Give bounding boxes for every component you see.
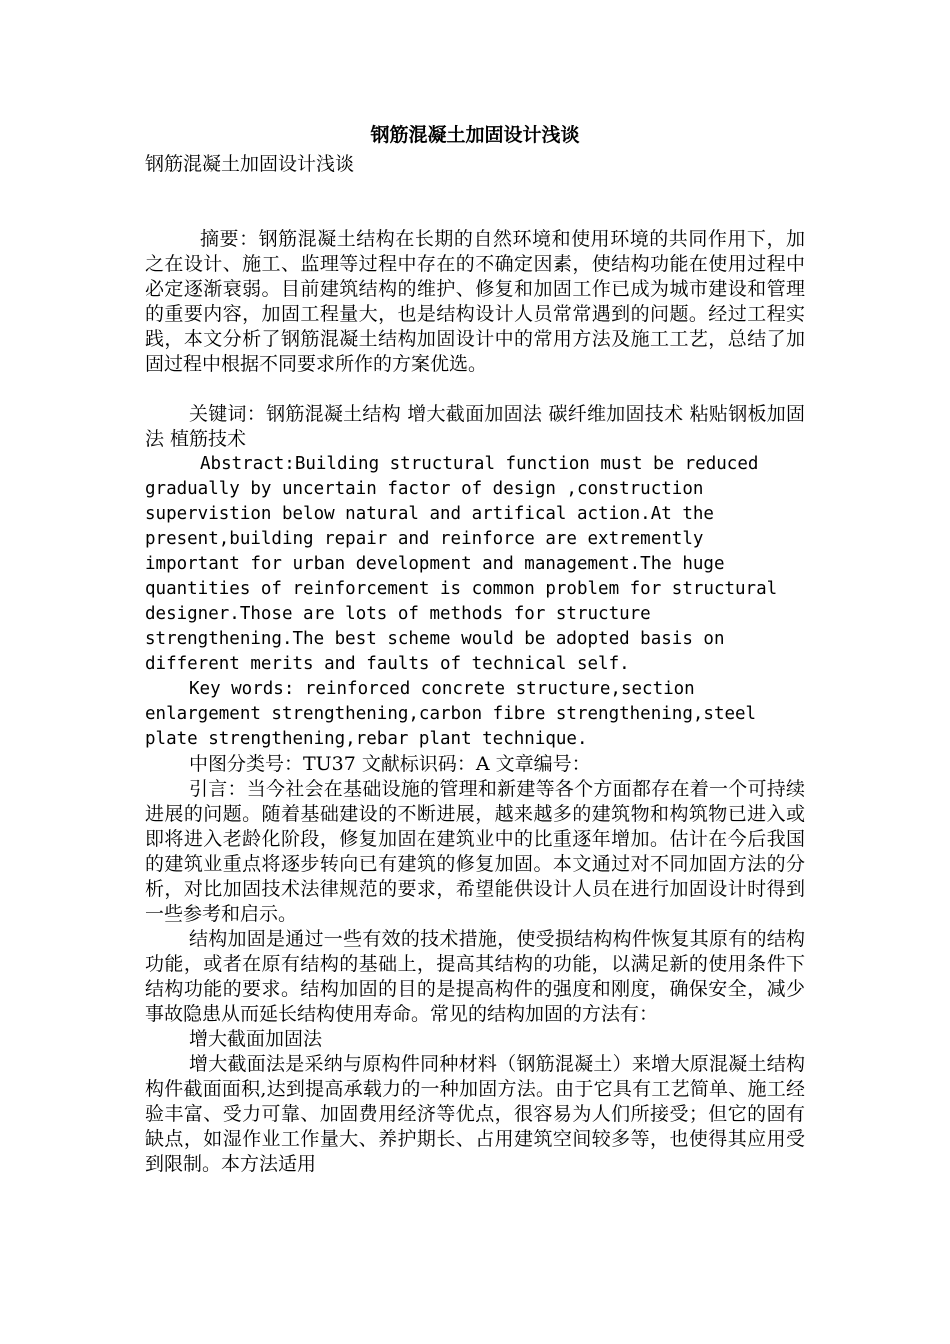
classification-line: 中图分类号：TU37 文献标识码：A 文章编号： bbox=[189, 753, 591, 775]
abstract-chinese: 摘要：钢筋混凝土结构在长期的自然环境和使用环境的共同作用下，加之在设计、施工、监理等过程中存在的不确定因素，使结构功能在使用过程中必定逐渐衰弱。目前建筑结构的维护、修复和加固工作已成为城市建设和管理的重要内容，加固工程量大，也是结构设计人员常常遇到的问题。经过工程实践，本文分析了钢筋混凝土结构加固设计中的常用方法及施工工艺，总结了加固过程中根据不同要求所作的方案优选。 bbox=[145, 228, 805, 375]
introduction-paragraph: 引言：当今社会在基础设施的管理和新建等各个方面都存在着一个可持续进展的问题。随着基础建设的不断进展，越来越多的建筑物和构筑物已进入或即将进入老龄化阶段，修复加固在建筑业中的比重逐年增加。估计在今后我国的建筑业重点将逐步转向已有建筑的修复加固。本文通过对不同加固方法的分析，对比加固技术法律规范的要求，希望能供设计人员在进行加固设计时得到一些参考和启示。 bbox=[145, 778, 805, 925]
blank-line bbox=[145, 202, 805, 227]
keywords-chinese: 关键词：钢筋混凝土结构 增大截面加固法 碳纤维加固技术 粘贴钢板加固法 植筋技术 bbox=[145, 403, 805, 450]
blank-line bbox=[145, 377, 805, 402]
document-body bbox=[145, 118, 805, 1177]
blank-line bbox=[145, 177, 805, 202]
document-subtitle: 钢筋混凝土加固设计浅谈 bbox=[145, 153, 355, 175]
section-heading: 增大截面加固法 bbox=[189, 1028, 323, 1050]
document-title: 钢筋混凝土加固设计浅谈 bbox=[370, 124, 580, 146]
reinforcement-paragraph: 结构加固是通过一些有效的技术措施，使受损结构构件恢复其原有的结构功能，或者在原有结构的基础上，提高其结构的功能，以满足新的使用条件下结构功能的要求。结构加固的目的是提高构件的强度和刚度，确保安全，减少事故隐患从而延长结构使用寿命。常见的结构加固的方法有： bbox=[145, 928, 805, 1025]
abstract-english: Abstract:Building structural function must be reduced gradually by uncertain factor of design ,construction supervistion below natural and artifical action.At the present,building repair and reinforce are extremently important for urban development and management.The huge quantities of reinforcement is common problem for structural designer.Those are lots of methods for structure strengthening.The best scheme would be adopted basis on different merits and faults of technical self. bbox=[145, 454, 778, 674]
section-enlargement-paragraph: 增大截面法是采纳与原构件同种材料（钢筋混凝土）来增大原混凝土结构构件截面面积,达到提高承载力的一种加固方法。由于它具有工艺简单、施工经验丰富、受力可靠、加固费用经济等优点，很容易为人们所接受；但它的固有缺点，如湿作业工作量大、养护期长、占用建筑空间较多等，也使得其应用受到限制。本方法适用 bbox=[145, 1053, 805, 1175]
keywords-english: Key words: reinforced concrete structure,section enlargement strengthening,carbon fibre strengthening,steel plate strengthening,rebar plant technique. bbox=[145, 679, 757, 749]
